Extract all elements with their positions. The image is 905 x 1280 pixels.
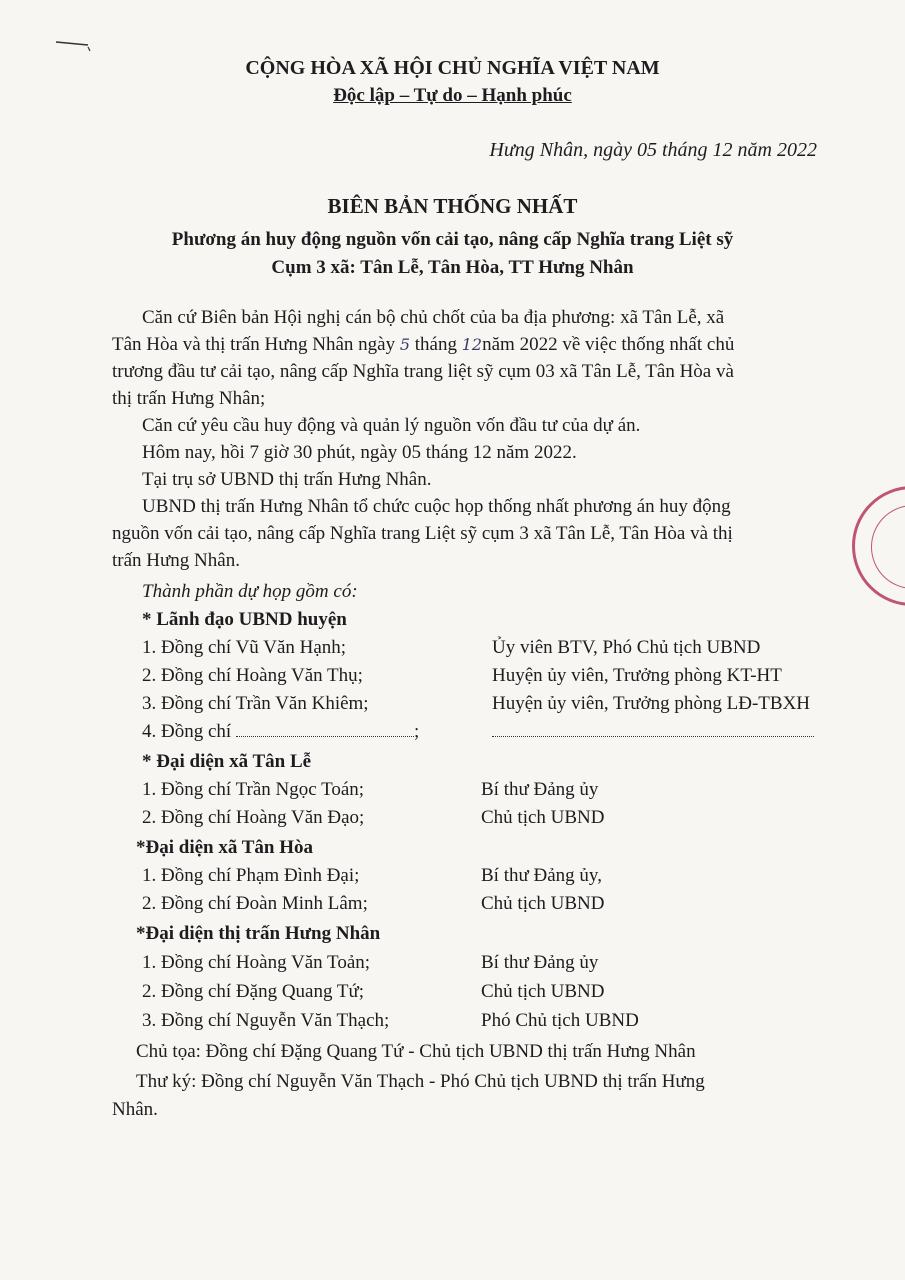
member-role: Chủ tịch UBND [481, 893, 605, 914]
member-role: Bí thư Đảng ủy [481, 952, 599, 973]
member-role: Huyện ủy viên, Trưởng phòng KT-HT [492, 665, 782, 686]
basis-line-3: trương đầu tư cải tạo, nâng cấp Nghĩa trang liệt sỹ cụm 03 xã Tân Lễ, Tân Hòa và [112, 361, 734, 382]
group-heading: * Lãnh đạo UBND huyện [142, 609, 347, 630]
basis-line-10: trấn Hưng Nhân. [112, 550, 240, 571]
pen-mark-icon [52, 38, 92, 52]
member-role: Phó Chủ tịch UBND [481, 1010, 639, 1031]
chair-line: Chủ tọa: Đồng chí Đặng Quang Tứ - Chủ tịch UBND thị trấn Hưng Nhân [136, 1041, 696, 1062]
member-row-blank [142, 720, 419, 744]
blank-role-line [492, 722, 814, 737]
member-name: 2. Đồng chí Hoàng Văn Thụ; [142, 665, 363, 686]
document-title: BIÊN BẢN THỐNG NHẤT [327, 194, 578, 218]
basis-line-2 [112, 333, 734, 357]
basis-line-9: nguồn vốn cải tạo, nâng cấp Nghĩa trang Liệt sỹ cụm 3 xã Tân Lễ, Tân Hòa và thị [112, 523, 733, 544]
blank-role-line-row [492, 720, 814, 744]
member-name: 3. Đồng chí Trần Văn Khiêm; [142, 693, 369, 714]
document-subtitle-1: Phương án huy động nguồn vốn cải tạo, nâng cấp Nghĩa trang Liệt sỹ [171, 229, 734, 250]
member-role: Bí thư Đảng ủy [481, 779, 599, 800]
member-role: Chủ tịch UBND [481, 981, 605, 1002]
attendees-intro: Thành phần dự họp gồm có: [142, 581, 358, 602]
official-seal-stamp-icon [852, 486, 905, 606]
group-heading: *Đại diện xã Tân Hòa [136, 837, 314, 858]
blank-name-line [236, 722, 414, 737]
member-role: Huyện ủy viên, Trưởng phòng LĐ-TBXH [492, 693, 811, 714]
member-role: Chủ tịch UBND [481, 807, 605, 828]
date-line: Hưng Nhân, ngày 05 tháng 12 năm 2022 [489, 139, 817, 161]
basis-line-6: Hôm nay, hồi 7 giờ 30 phút, ngày 05 tháng 12 năm 2022. [142, 442, 577, 463]
member-name: 1. Đồng chí Trần Ngọc Toán; [142, 779, 365, 800]
basis-line-2a: Tân Hòa và thị trấn Hưng Nhân ngày [112, 334, 396, 355]
basis-line-2c: năm 2022 về việc thống nhất chủ [482, 334, 735, 355]
member-name: 2. Đồng chí Hoàng Văn Đạo; [142, 807, 365, 828]
nation-header: CỘNG HÒA XÃ HỘI CHỦ NGHĨA VIỆT NAM [245, 57, 660, 79]
basis-line-1: Căn cứ Biên bản Hội nghị cán bộ chủ chốt của ba địa phương: xã Tân Lễ, xã [142, 307, 725, 328]
secretary-line-2: Nhân. [112, 1099, 158, 1120]
member-name: 1. Đồng chí Vũ Văn Hạnh; [142, 637, 347, 658]
basis-line-2b: tháng [414, 334, 457, 355]
handwritten-month: 12 [461, 335, 483, 354]
basis-line-4: thị trấn Hưng Nhân; [112, 388, 266, 409]
secretary-line-1: Thư ký: Đồng chí Nguyễn Văn Thạch - Phó Chủ tịch UBND thị trấn Hưng [136, 1071, 705, 1092]
document-subtitle-2: Cụm 3 xã: Tân Lễ, Tân Hòa, TT Hưng Nhân [271, 257, 634, 278]
member-role: Bí thư Đảng ủy, [481, 865, 602, 886]
member-name: 1. Đồng chí Hoàng Văn Toản; [142, 952, 371, 973]
member-name: 1. Đồng chí Phạm Đình Đại; [142, 865, 360, 886]
member-name: 3. Đồng chí Nguyễn Văn Thạch; [142, 1010, 390, 1031]
member-name: 4. Đồng chí [142, 721, 232, 742]
member-role: Ủy viên BTV, Phó Chủ tịch UBND [492, 637, 761, 658]
handwritten-day: 5 [399, 335, 411, 354]
group-heading: * Đại diện xã Tân Lễ [142, 751, 312, 772]
motto: Độc lập – Tự do – Hạnh phúc [333, 85, 572, 106]
basis-line-5: Căn cứ yêu cầu huy động và quản lý nguồn vốn đầu tư của dự án. [142, 415, 641, 436]
basis-line-7: Tại trụ sở UBND thị trấn Hưng Nhân. [142, 469, 432, 490]
seal-inner-ring [871, 505, 905, 589]
member-name: 2. Đồng chí Đoàn Minh Lâm; [142, 893, 368, 914]
group-heading: *Đại diện thị trấn Hưng Nhân [136, 923, 381, 944]
semicolon: ; [413, 721, 420, 742]
basis-line-8: UBND thị trấn Hưng Nhân tổ chức cuộc họp thống nhất phương án huy động [142, 496, 731, 517]
member-name: 2. Đồng chí Đặng Quang Tứ; [142, 981, 365, 1002]
